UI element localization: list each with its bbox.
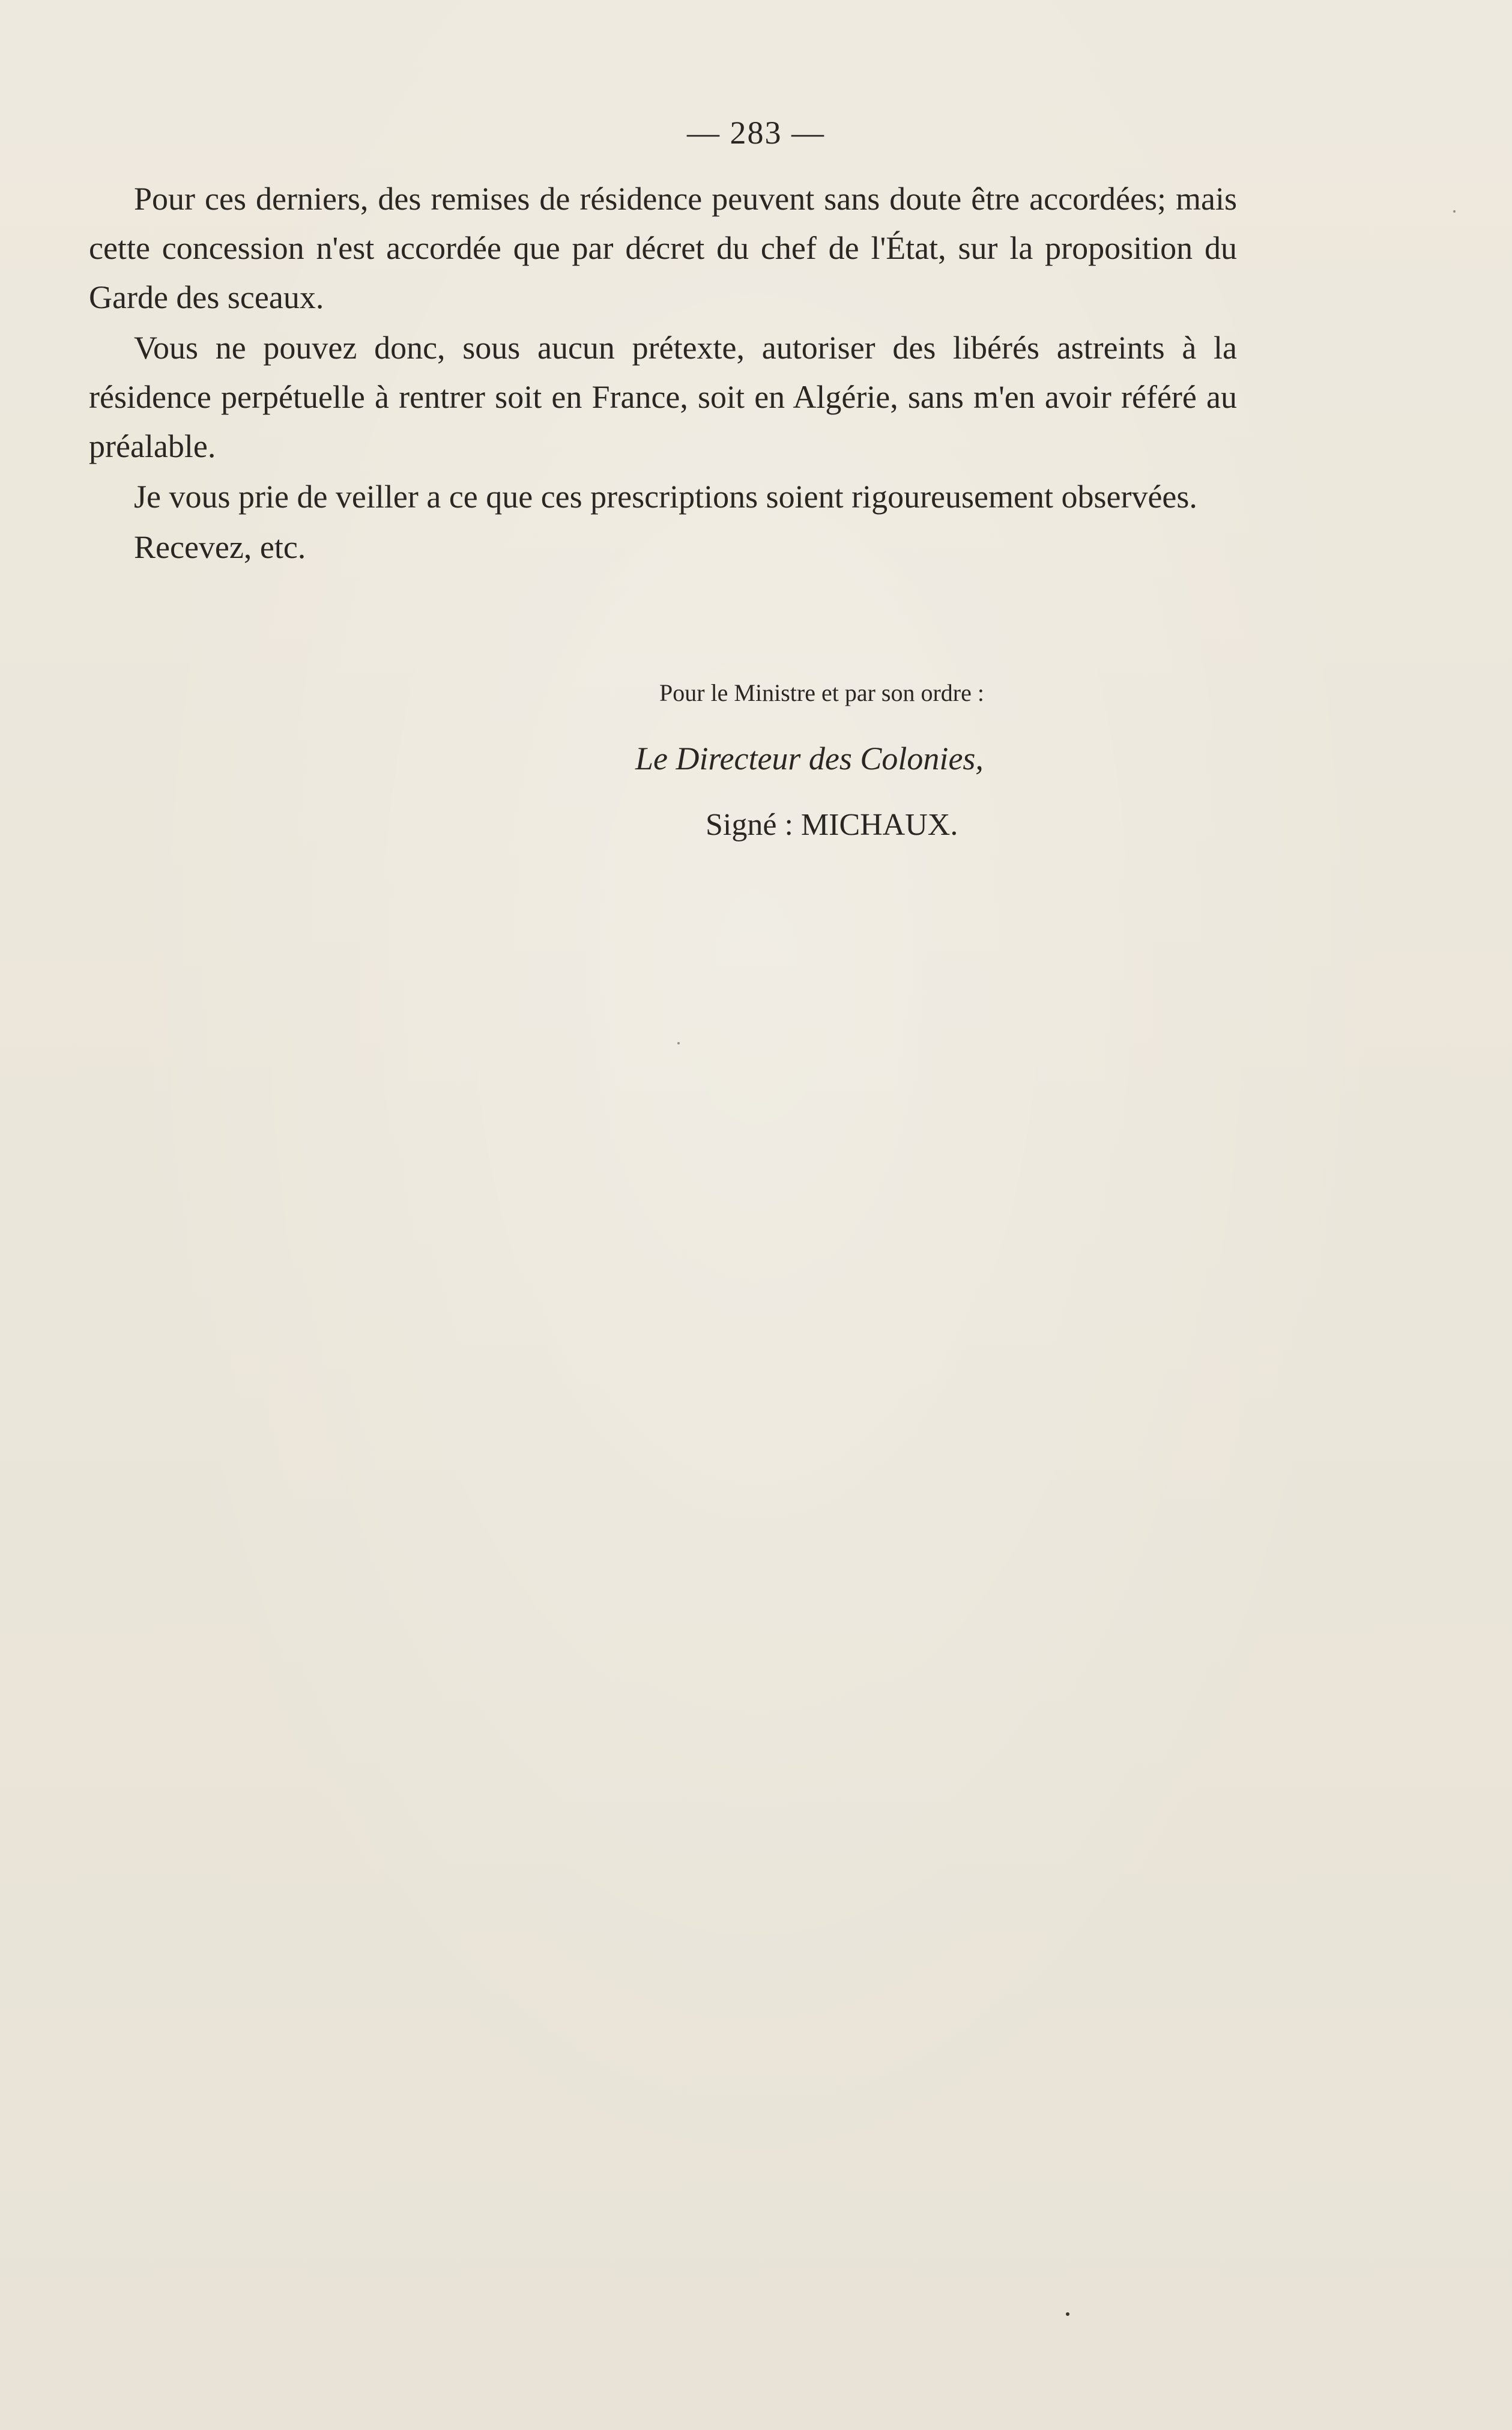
paragraph-1: Pour ces derniers, des remises de résidence peuvent sans doute être accordées; mais cette concession n'est accordée que par décret du chef de l'État, sur la proposition du Garde des sceaux.: [89, 181, 1237, 315]
signature-authority-line: Pour le Ministre et par son ordre :: [659, 679, 984, 706]
body-text: [89, 174, 1237, 572]
paragraph-closing: Recevez, etc.: [134, 529, 306, 565]
signature-name-line: Signé : MICHAUX.: [706, 808, 958, 842]
paragraph-3: Je vous prie de veiller a ce que ces prescriptions soient rigoureusement observées.: [134, 479, 1197, 515]
paragraph-2: Vous ne pouvez donc, sous aucun prétexte, autoriser des libérés astreints à la résidence perpétuelle à rentrer soit en France, soit en Algérie, sans m'en avoir référé au préalable.: [89, 330, 1237, 464]
paper-speck: [1453, 210, 1456, 213]
signature-title-line: Le Directeur des Colonies,: [635, 741, 984, 777]
paper-speck: [1066, 2312, 1069, 2316]
page-number: — 283 —: [687, 115, 825, 151]
paper-speck: [677, 1042, 680, 1044]
